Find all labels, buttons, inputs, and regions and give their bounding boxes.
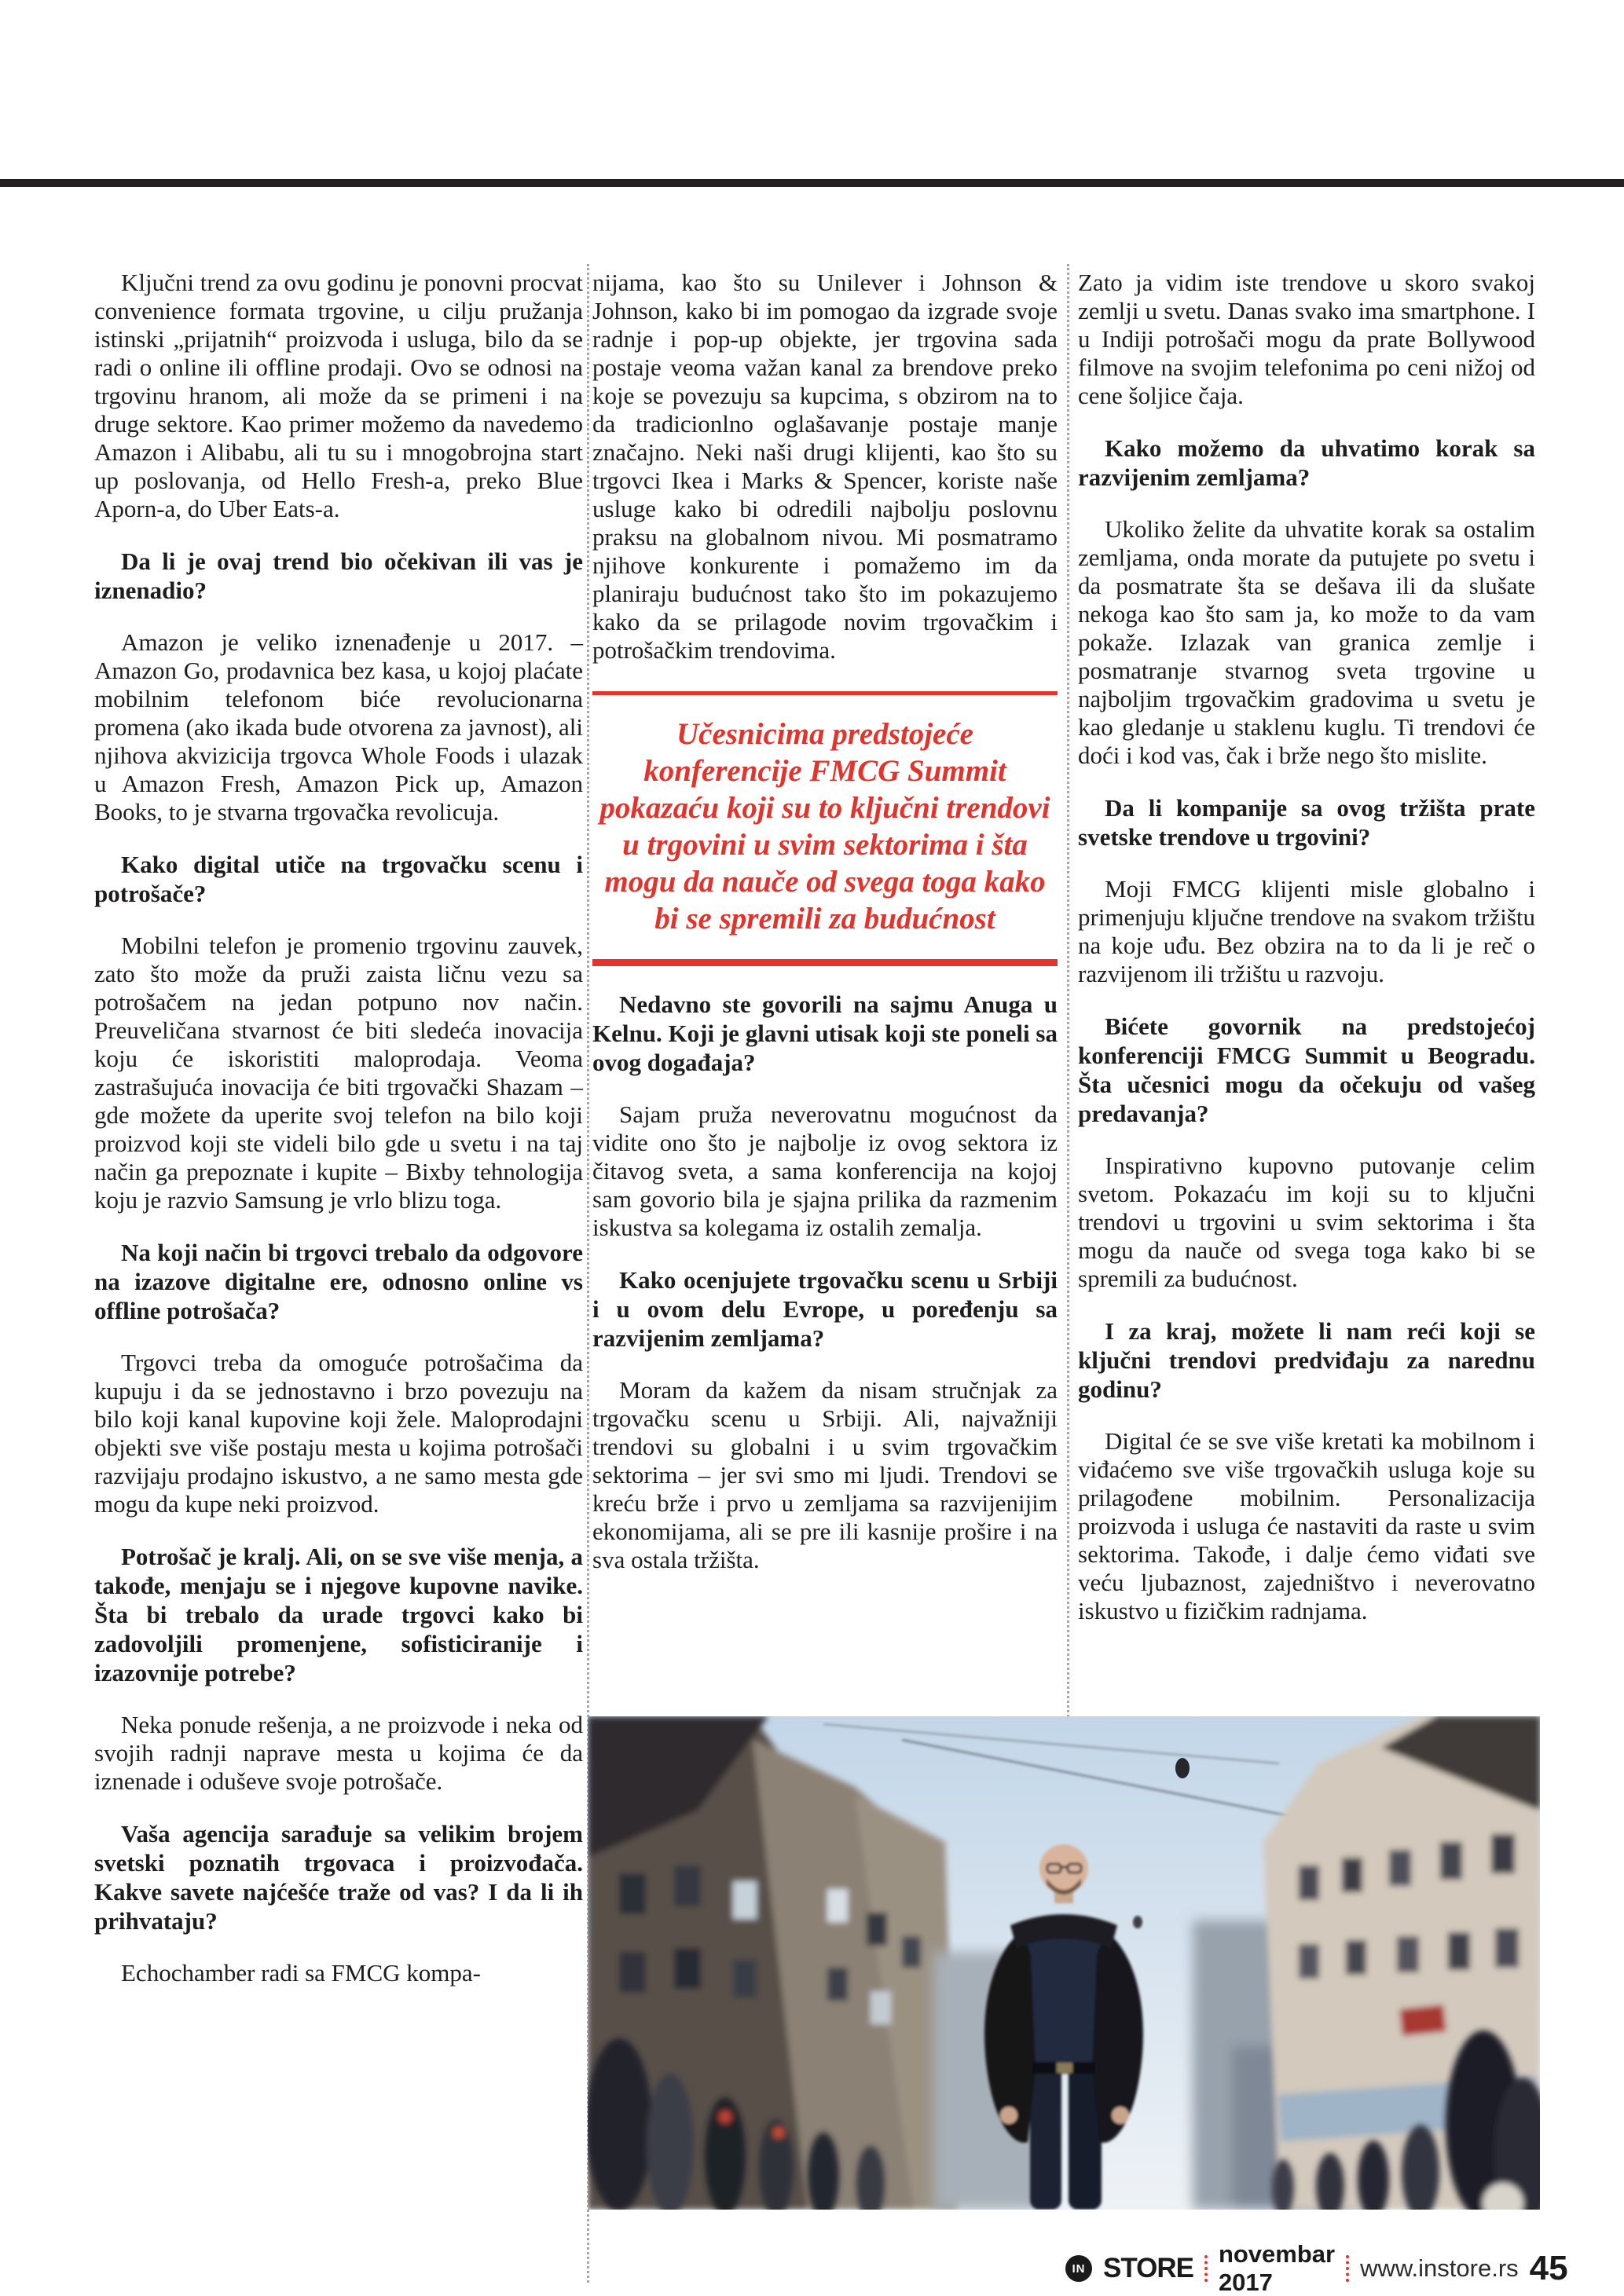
footer-separator-icon <box>1346 2255 1349 2282</box>
article-paragraph: Inspirativno kupovno putovanje celim svetom. Pokazaću im koji su to ključni trendovi u trgovini u svim sektorima i šta mogu da nauče od svega toga kako bi se spremili za budućnost. <box>1078 1152 1535 1292</box>
column-divider-right <box>1067 264 1069 1717</box>
article-column-3 <box>1078 269 1535 1625</box>
question-heading: I za kraj, možete li nam reći koji se ključni trendovi predviđaju za narednu godinu? <box>1078 1317 1535 1403</box>
article-paragraph: Ključni trend za ovu godinu je ponovni procvat convenience formata trgovine, u cilju pružanja istinski „prijatnih“ proizvoda i usluga, bilo da se radi o online ili offline prodaji. Ovo se odnosi na trgovinu hranom, ali može da se primeni i na druge sektore. Kao primer možemo da navedemo Amazon i Alibabu, ali tu su i mnogobrojna start up poslovanja, od Hello Fresh-a, preko Blue Aporn-a, do Uber Eats-a. <box>94 269 584 522</box>
article-paragraph: Mobilni telefon je promenio trgovinu zauvek, zato što može da pruži zaista ličnu vezu sa potrošačem na jedan potpuno nov način. Preuveličana stvarnost će biti sledeća inovacija koju će iskoristiti maloprodaja. Veoma zastrašujuća inovacija će biti trgovački Shazam – gde možete da uperite svoj telefon na bilo koji proizvod koji ste videli bilo gde u svetu i na taj način ga prepoznate i kupite – Bixby tehnologija koju je razvio Samsung je vrlo blizu toga. <box>94 932 583 1214</box>
top-rule <box>0 179 1624 187</box>
article-paragraph: Sajam pruža neverovatnu mogućnost da vidite ono što je najbolje iz ovog sektora iz čitavog sveta, a sama konferencija na kojoj sam govorio bila je sjajna prilika da razmenim iskustva sa kolegama iz ostalih zemalja. <box>592 1100 1058 1241</box>
pull-quote <box>592 691 1058 966</box>
street-photo <box>588 1716 1540 2210</box>
article-paragraph: Trgovci treba da omoguće potrošačima da kupuju i da se jednostavno i brzo povezuju na bilo koji kanal kupovine koji žele. Maloprodajni objekti sve više postaju mesta u kojima potrošači razvijaju prodajno iskustvo, a ne samo mesta gde mogu da kupe neki proizvod. <box>94 1349 583 1518</box>
article-paragraph: Moji FMCG klijenti misle globalno i primenjuju ključne trendove na svakom tržištu na koje uđu. Bez obzira na to da li je reč o razvijenom ili tržištu u razvoju. <box>1078 875 1535 987</box>
article-paragraph: Ukoliko želite da uhvatite korak sa ostalim zemljama, onda morate da putujete po svetu i da posmatrate šta se dešava ili da slušate nekoga kao što sam ja, ko može to da vam pokaže. Izlazak van granica zemlje i posmatranje stvarnog sveta trgovine u najboljim trgovačkim gradovima u svetu je kao gledanje u staklenu kuglu. Ti trendovi će doći i kod vas, čak i brže nego što mislite. <box>1078 515 1535 769</box>
footer-separator-icon <box>1204 2255 1208 2282</box>
question-heading: Bićete govornik na predstojećoj konferenciji FMCG Summit u Beogradu. Šta učesnici mogu da očekuju od vašeg predavanja? <box>1078 1013 1535 1127</box>
question-heading: Na koji način bi trgovci trebalo da odgovore na izazove digitalne ere, odnosno online vs offline potrošača? <box>94 1239 583 1324</box>
question-heading: Nedavno ste govorili na sajmu Anuga u Kelnu. Koji je glavni utisak koji ste poneli sa ovog događaja? <box>592 991 1058 1076</box>
article-paragraph: Echochamber radi sa FMCG kompa- <box>121 1959 481 1987</box>
pull-quote-rule-top <box>592 691 1058 695</box>
instore-logo-icon: IN <box>1065 2255 1092 2282</box>
question-heading: Kako digital utiče na trgovačku scenu i potrošače? <box>94 851 583 907</box>
article-paragraph: Moram da kažem da nisam stručnjak za trgovačku scenu u Srbiji. Ali, najvažniji trendovi su globalni i u svim trgovačkim sektorima – jer svi smo mi ljudi. Trendovi se kreću brže i prvo u zemljama sa razvijenijim ekonomijama, ali se pre ili kasnije prošire i na sva ostala tržišta. <box>592 1376 1058 1573</box>
question-heading: Kako ocenjujete trgovačku scenu u Srbiji i u ovom delu Evrope, u poređenju sa razvijenim zemljama? <box>592 1266 1058 1352</box>
pull-quote-text: Učesnicima predstojeće konferencije FMCG Summit pokazaću koji su to ključni trendovi u trgovini u svim sektorima i šta mogu da nauče od svega toga kako bi se spremili za budućnost <box>599 717 1050 936</box>
article-paragraph: Amazon je veliko iznenađenje u 2017. – Amazon Go, prodavnica bez kasa, u kojoj plaćate mobilnim telefonom biće revolucionarna promena (ako ikada bude otvorena za javnost), ali njihova akvizicija trgovca Whole Foods i ulazak u Amazon Fresh, Amazon Pick up, Amazon Books, to je stvarna trgovačka revolicuja. <box>94 628 583 826</box>
article-column-2 <box>592 269 1058 1574</box>
article-column-1 <box>94 269 583 1987</box>
question-heading: Da li je ovaj trend bio očekivan ili vas je iznenadio? <box>94 547 583 604</box>
article-paragraph: Neka ponude rešenja, a ne proizvode i neka od svojih radnji naprave mesta u kojima će da iznenade i oduševe svoje potrošače. <box>94 1711 583 1795</box>
article-paragraph: nijama, kao što su Unilever i Johnson & Johnson, kako bi im pomogao da izgrade svoje radnje i pop-up objekte, jer trgovina sada postaje veoma važan kanal za brendove preko koje se povezuju sa kupcima, s obzirom na to da tradicionlno oglašavanje postaje manje značajno. Neki naši drugi klijenti, kao što su trgovci Ikea i Marks & Spencer, koriste naše usluge kako bi odredili najbolju poslovnu praksu na globalnom nivou. Mi posmatramo njihove konkurente i pomažemo im da planiraju budućnost tako što im pokazujemo kako da se prilagode novim trgovačkim i potrošačkim trendovima. <box>592 269 1058 664</box>
footer <box>1065 2240 1568 2296</box>
article-paragraph: Digital će se sve više kretati ka mobilnom i viđaćemo sve više trgovačkih usluga koje su prilagođene mobilnim. Personalizacija proizvoda i usluga će nastaviti da raste u svim sektorima. Takođe, i dalje ćemo viđati sve veću ljubaznost, zajedništvo i neverovatno iskustvo u fizičkim radnjama. <box>1078 1427 1535 1624</box>
footer-issue-date: novembar 2017 <box>1218 2240 1336 2296</box>
question-heading: Kako možemo da uhvatimo korak sa razvijenim zemljama? <box>1078 434 1535 491</box>
page-number: 45 <box>1529 2249 1568 2287</box>
pull-quote-rule-bottom <box>592 959 1058 966</box>
question-heading: Vaša agencija sarađuje sa velikim brojem svetski poznatih trgovaca i proizvođača. Kakve savete najćešće traže od vas? I da li ih prihvataju? <box>94 1820 583 1935</box>
footer-website: www.instore.rs <box>1360 2254 1519 2282</box>
question-heading: Da li kompanije sa ovog tržišta prate svetske trendove u trgovini? <box>1078 794 1535 851</box>
question-heading: Potrošač je kralj. Ali, on se sve više menja, a takođe, menjaju se i njegove kupovne navike. Šta bi trebalo da urade trgovci kako bi zadovoljili promenjene, sofisticiranije i izazovnije potrebe? <box>94 1543 583 1686</box>
article-paragraph: Zato ja vidim iste trendove u skoro svakoj zemlji u svetu. Danas svako ima smartphone. I u Indiji potrošači mogu da prate Bollywood filmove na svojim telefonima po ceni nižoj od cene šoljice čaja. <box>1078 269 1535 409</box>
footer-brand: STORE <box>1103 2253 1193 2283</box>
